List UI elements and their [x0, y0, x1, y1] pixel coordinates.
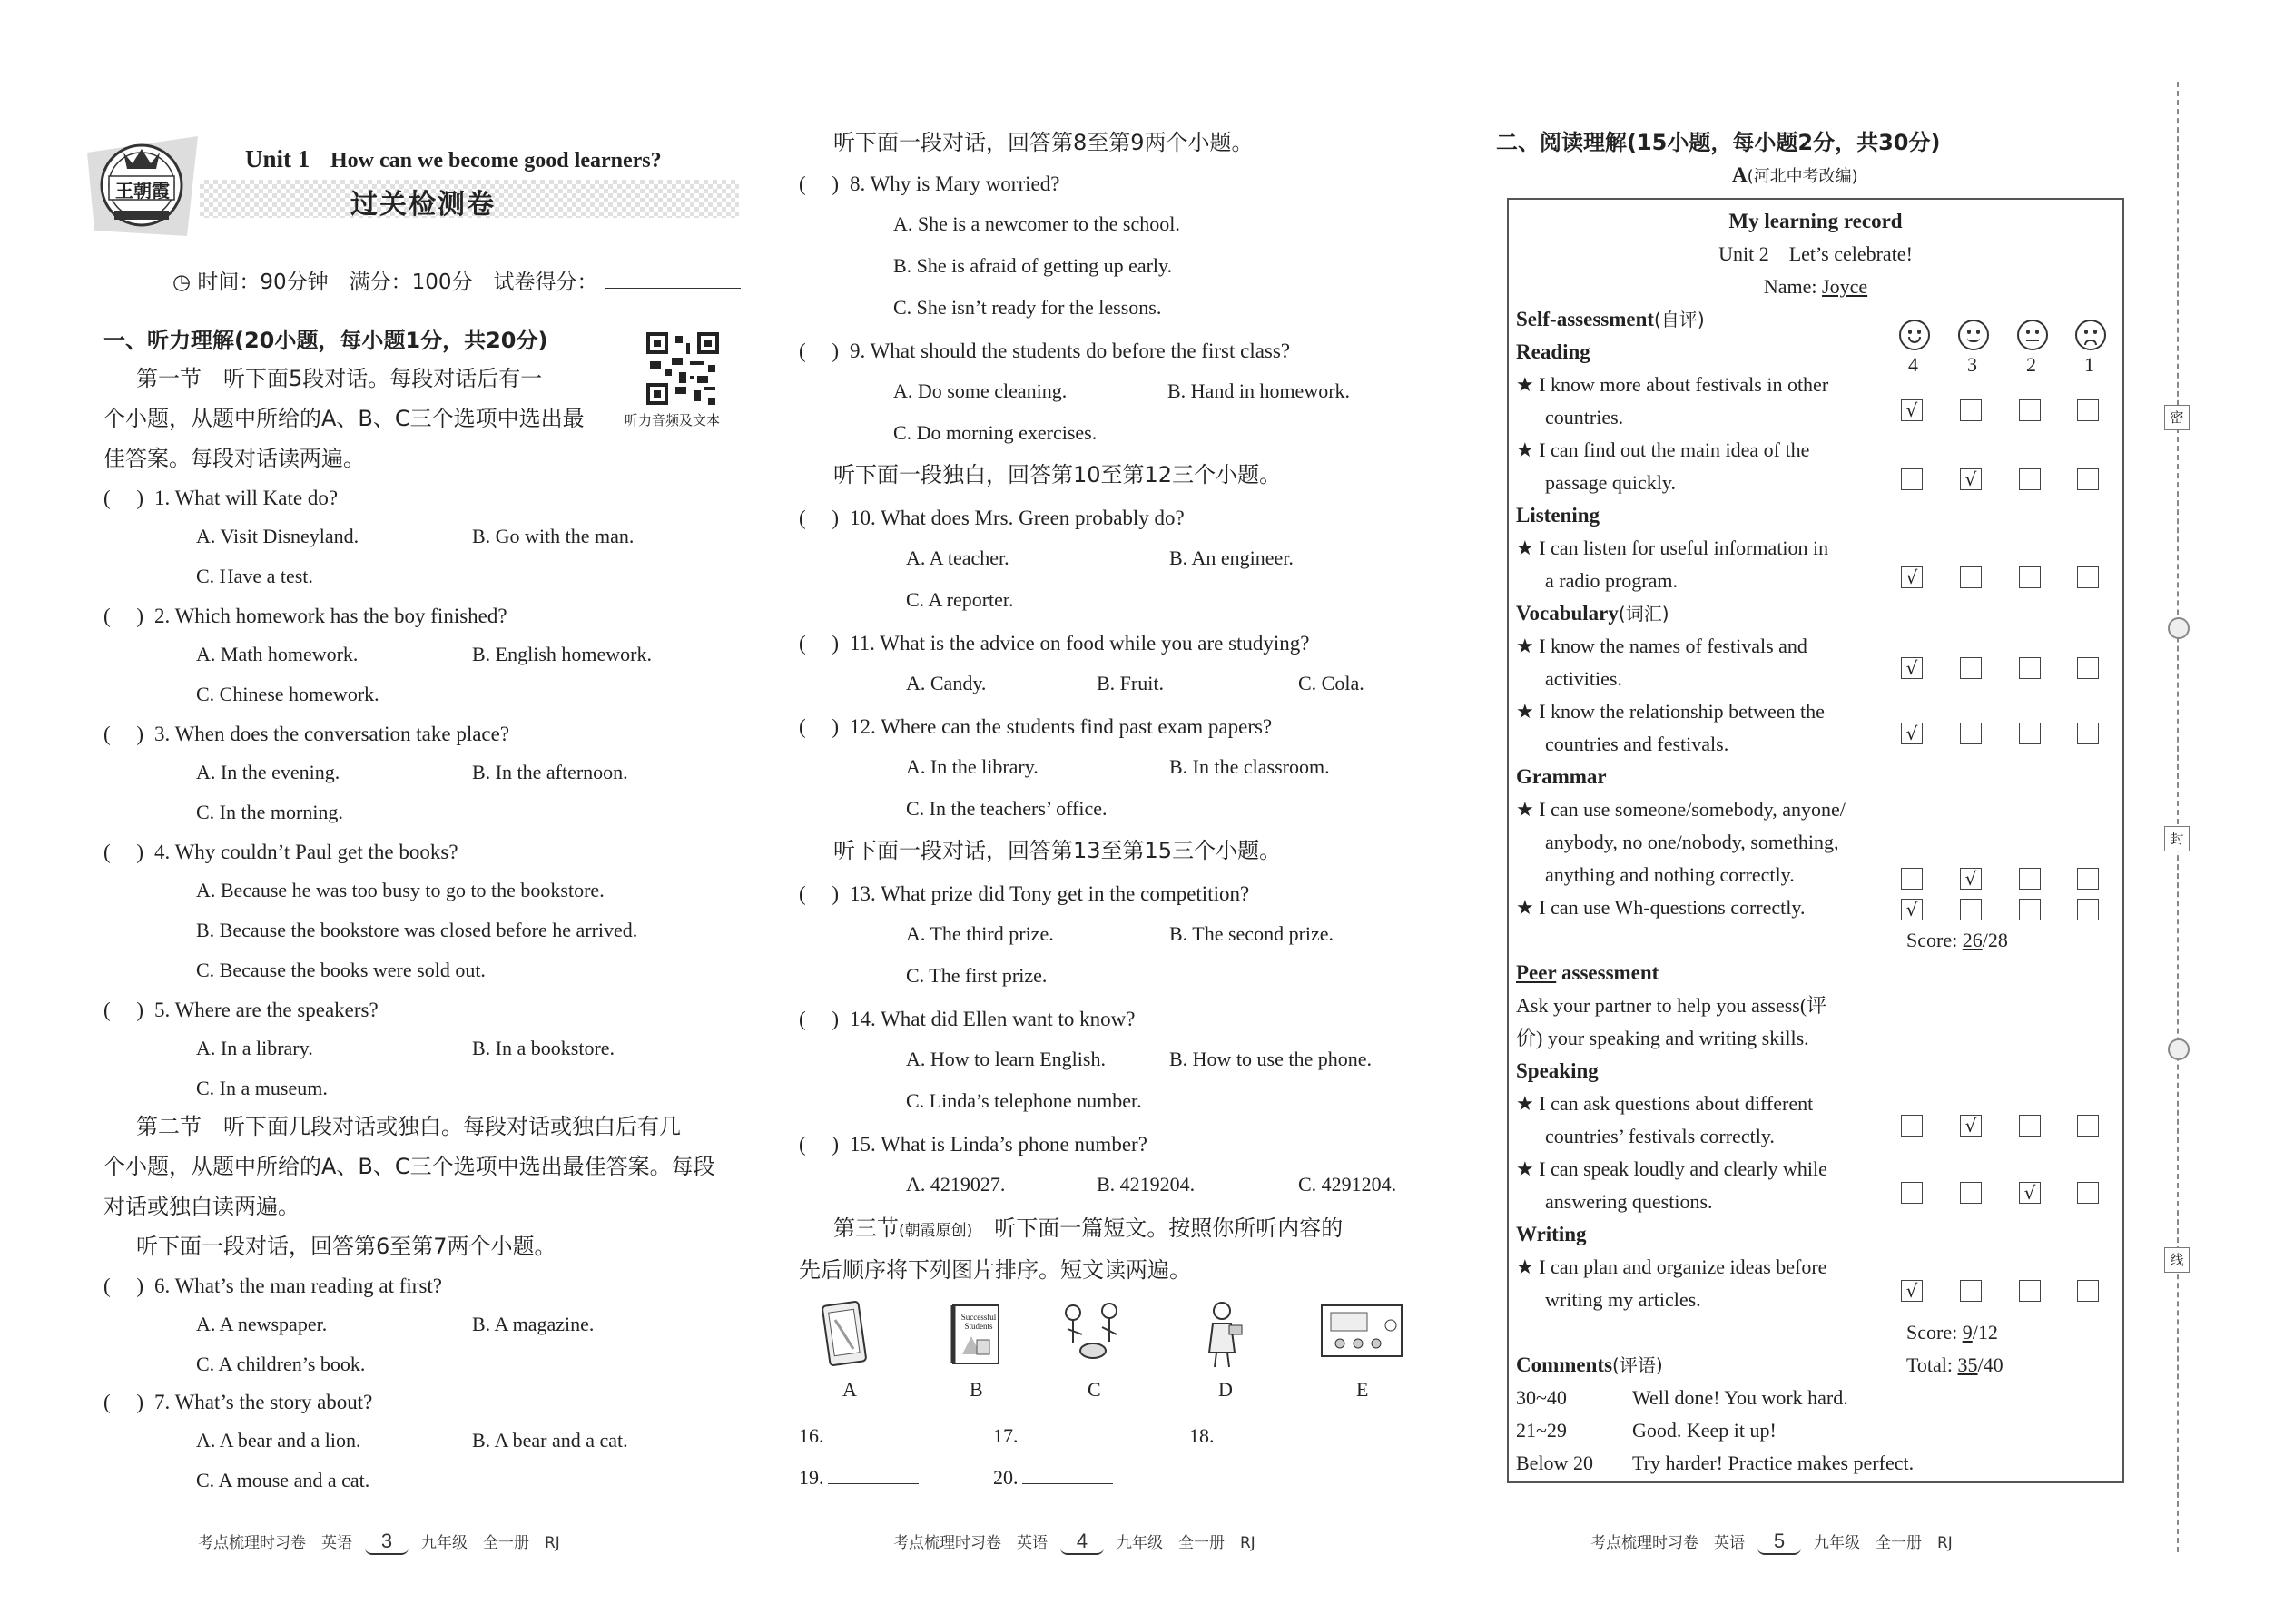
option: B. The second prize.: [1169, 922, 1334, 945]
question-14: [799, 1006, 1136, 1033]
peer-assessment-label: [1516, 960, 1659, 986]
score-value: 9: [1962, 1321, 1973, 1343]
question-5: [103, 997, 379, 1024]
option: B. How to use the phone.: [1169, 1048, 1373, 1070]
brand-logo: [87, 136, 198, 236]
reading-category: Reading: [1516, 340, 1590, 363]
record-name: [1509, 274, 2122, 300]
rating-checkbox[interactable]: √: [1901, 723, 1923, 744]
score-total: [1906, 1353, 2004, 1378]
comments-title: Comments: [1516, 1353, 1613, 1376]
score-total: /12: [1972, 1321, 1998, 1343]
option: A. In the evening.: [196, 761, 340, 783]
criterion-text: writing my articles.: [1545, 1288, 1701, 1311]
rating-checkbox[interactable]: √: [1901, 399, 1923, 421]
criterion-text: ★ I know the names of festivals and: [1516, 635, 1807, 657]
rating-checkbox[interactable]: [2019, 868, 2041, 890]
answer-16[interactable]: [799, 1422, 919, 1448]
unit-question: How can we become good learners?: [330, 149, 662, 172]
section3-intro: [833, 1215, 1343, 1245]
question-text: 8. Why is Mary worried?: [850, 172, 1060, 195]
rating-checkbox[interactable]: [2077, 468, 2099, 490]
rating-checkbox[interactable]: [1901, 868, 1923, 890]
comment-text: Well done! You work hard.: [1632, 1386, 1848, 1409]
criterion-text: passage quickly.: [1545, 471, 1676, 494]
rating-checkbox[interactable]: √: [1960, 868, 1982, 890]
section2-intro: 个小题，从题中所给的A、B、C三个选项中选出最佳答案。每段: [103, 1154, 715, 1179]
question-text: 11. What is the advice on food while you are studying?: [850, 632, 1310, 655]
option: B. Go with the man.: [472, 525, 635, 547]
rating-checkbox[interactable]: [1960, 566, 1982, 588]
comment-range: Below 20: [1516, 1452, 1593, 1474]
score-label: Score:: [1906, 1321, 1963, 1343]
peer-rest: assessment: [1556, 961, 1659, 984]
rating-checkbox[interactable]: [2077, 1280, 2099, 1302]
question-2: [103, 603, 507, 630]
section1-intro: 个小题，从题中所给的A、B、C三个选项中选出最: [103, 406, 585, 431]
rating-checkbox[interactable]: √: [1960, 1115, 1982, 1137]
score-level: 1: [2084, 353, 2094, 376]
option: C. In a museum.: [196, 1077, 328, 1099]
criterion-text: anything and nothing correctly.: [1545, 863, 1795, 886]
answer-paren[interactable]: ( ): [103, 999, 144, 1021]
blank-number: 18.: [1189, 1424, 1215, 1447]
footer-right: 九年级 全一册 RJ: [1814, 1534, 1953, 1552]
question-text: 13. What prize did Tony get in the competition?: [850, 882, 1250, 905]
monologue-instruction: 听下面一段独白，回答第10至第12三个小题。: [833, 462, 1282, 487]
seal-mark: 线: [2164, 1247, 2190, 1273]
footer-right: 九年级 全一册 RJ: [421, 1534, 560, 1552]
answer-paren[interactable]: ( ): [799, 507, 840, 529]
option: B. Hand in homework.: [1167, 379, 1351, 402]
total-value: 35: [1957, 1353, 1978, 1376]
footer-left: 考点梳理时习卷 英语: [198, 1534, 352, 1552]
grammar-category: Grammar: [1516, 765, 1607, 788]
question-9: [799, 338, 1290, 365]
original-tag: (朝霞原创): [899, 1222, 973, 1240]
score-blank[interactable]: [605, 270, 741, 289]
page-number: 4: [1060, 1530, 1104, 1555]
page-number: 3: [365, 1530, 409, 1555]
answer-paren[interactable]: ( ): [799, 715, 840, 738]
rating-checkbox[interactable]: √: [1901, 899, 1923, 920]
total-label: Total:: [1906, 1353, 1958, 1376]
question-text: 2. Which homework has the boy finished?: [154, 605, 507, 627]
rating-checkbox[interactable]: [1960, 399, 1982, 421]
option: B. She is afraid of getting up early.: [893, 254, 1173, 277]
picture-d-girl-reading: [1189, 1298, 1258, 1371]
self-assessment-label: [1516, 307, 1705, 332]
rating-checkbox[interactable]: [1960, 1182, 1982, 1204]
option: A. Do some cleaning.: [893, 379, 1068, 402]
option: A. A teacher.: [906, 546, 1009, 569]
answer-19[interactable]: [799, 1463, 919, 1490]
rating-checkbox[interactable]: [2019, 468, 2041, 490]
answer-paren[interactable]: ( ): [799, 340, 840, 362]
option: B. In a bookstore.: [472, 1037, 615, 1059]
option: B. A magazine.: [472, 1313, 595, 1335]
self-assessment-title: Self-assessment: [1516, 308, 1655, 330]
picture-label: B: [970, 1378, 983, 1401]
rating-checkbox[interactable]: [1901, 1182, 1923, 1204]
question-text: 3. When does the conversation take place?: [154, 723, 510, 745]
question-15: [799, 1131, 1147, 1158]
question-1: [103, 485, 338, 512]
score-level: 2: [2026, 353, 2036, 376]
criterion-text: countries.: [1545, 406, 1624, 428]
option: C. Chinese homework.: [196, 683, 379, 705]
rating-checkbox[interactable]: [2077, 868, 2099, 890]
question-text: 15. What is Linda’s phone number?: [850, 1133, 1147, 1156]
option: C. A children’s book.: [196, 1353, 366, 1375]
peer-instruction: 价) your speaking and writing skills.: [1516, 1027, 1809, 1049]
qr-code-icon[interactable]: [646, 332, 719, 405]
answer-paren[interactable]: ( ): [799, 1008, 840, 1030]
section3-intro: 先后顺序将下列图片排序。短文读两遍。: [799, 1257, 1191, 1283]
criterion-text: ★ I can use Wh-questions correctly.: [1516, 896, 1806, 919]
rating-checkbox[interactable]: [1960, 1280, 1982, 1302]
footer-left: 考点梳理时习卷 英语: [893, 1534, 1048, 1552]
section2-intro: 第二节 听下面几段对话或独白。每段对话或独白后有几: [136, 1114, 681, 1139]
option: B. Fruit.: [1097, 672, 1164, 694]
question-11: [799, 630, 1310, 657]
answer-18[interactable]: [1189, 1422, 1309, 1448]
blank-number: 19.: [799, 1466, 824, 1489]
rating-checkbox[interactable]: [2019, 723, 2041, 744]
section1-intro: 第一节 听下面5段对话。每段对话后有一: [136, 366, 543, 391]
option: B. Because the bookstore was closed before he arrived.: [196, 919, 638, 941]
answer-17[interactable]: [993, 1422, 1113, 1448]
option: C. Do morning exercises.: [893, 421, 1098, 444]
rating-checkbox[interactable]: [1960, 899, 1982, 920]
rating-checkbox[interactable]: √: [1901, 566, 1923, 588]
exam-meta-text: 时间：90分钟 满分：100分 试卷得分：: [197, 271, 598, 294]
rating-checkbox[interactable]: [2077, 566, 2099, 588]
question-8: [799, 171, 1059, 198]
blank-number: 20.: [993, 1466, 1019, 1489]
option: C. Because the books were sold out.: [196, 959, 486, 981]
option: A. How to learn English.: [906, 1048, 1106, 1070]
criterion-text: countries and festivals.: [1545, 733, 1729, 755]
comment-range: 30~40: [1516, 1386, 1567, 1409]
rating-checkbox[interactable]: [2019, 1115, 2041, 1137]
option: C. A reporter.: [906, 588, 1014, 611]
score-value: 26: [1962, 929, 1983, 951]
dialogue-instruction: 听下面一段对话，回答第8至第9两个小题。: [833, 130, 1254, 155]
comments-cn: (评语): [1612, 1354, 1663, 1376]
option: C. Have a test.: [196, 565, 313, 587]
question-text: 4. Why couldn’t Paul get the books?: [154, 841, 458, 863]
binding-line: [2177, 82, 2179, 1552]
rating-checkbox[interactable]: [2077, 657, 2099, 679]
listening-heading: 一、听力理解(20小题，每小题1分，共20分): [103, 328, 548, 353]
score-peer: [1906, 1320, 1998, 1345]
name-label: Name:: [1763, 275, 1823, 298]
very-happy-face-icon: [1899, 320, 1930, 350]
binding-hole-icon: [2168, 1038, 2190, 1060]
criterion-text: countries’ festivals correctly.: [1545, 1125, 1775, 1147]
comment-text: Good. Keep it up!: [1632, 1419, 1777, 1442]
answer-paren[interactable]: ( ): [799, 882, 840, 905]
rating-checkbox[interactable]: √: [2019, 1182, 2041, 1204]
record-title: My learning record: [1728, 210, 1903, 232]
question-text: 12. Where can the students find past exam papers?: [850, 715, 1273, 738]
option: A. In the library.: [906, 755, 1039, 778]
criterion-text: anybody, no one/nobody, something,: [1545, 831, 1839, 853]
blank-number: 16.: [799, 1424, 824, 1447]
option: B. An engineer.: [1169, 546, 1294, 569]
reading-heading: 二、阅读理解(15小题，每小题2分，共30分): [1496, 130, 1941, 155]
name-value: Joyce: [1822, 275, 1868, 298]
listening-category: Listening: [1516, 504, 1600, 527]
option: B. English homework.: [472, 643, 652, 665]
option: A. Because he was too busy to go to the bookstore.: [196, 879, 605, 901]
rating-checkbox[interactable]: [2077, 723, 2099, 744]
rating-checkbox[interactable]: [2019, 1280, 2041, 1302]
option: A. Math homework.: [196, 643, 359, 665]
sad-face-icon: [2075, 320, 2106, 350]
test-subtitle: 过关检测卷: [350, 189, 496, 221]
picture-e-classroom: [1318, 1298, 1405, 1371]
option: A. A newspaper.: [196, 1313, 328, 1335]
criterion-text: ★ I know more about festivals in other: [1516, 373, 1829, 396]
question-7: [103, 1389, 372, 1416]
score-label: Score:: [1906, 929, 1963, 951]
question-text: 6. What’s the man reading at first?: [154, 1275, 443, 1297]
rating-checkbox[interactable]: √: [1960, 468, 1982, 490]
option: C. Cola.: [1298, 672, 1364, 694]
clock-icon: ◷: [172, 271, 192, 294]
rating-checkbox[interactable]: [2077, 899, 2099, 920]
vocabulary-category: [1516, 601, 1669, 626]
learning-record-box: [1507, 198, 2124, 1483]
answer-paren[interactable]: ( ): [799, 172, 840, 195]
option: A. Candy.: [906, 672, 987, 694]
question-6: [103, 1273, 442, 1300]
picture-a-tablet: [813, 1298, 882, 1371]
section1-intro: 佳答案。每段对话读两遍。: [103, 446, 365, 471]
speaking-category: Speaking: [1516, 1059, 1599, 1082]
happy-face-icon: [1958, 320, 1989, 350]
rating-checkbox[interactable]: √: [1901, 657, 1923, 679]
criterion-text: answering questions.: [1545, 1190, 1713, 1213]
criterion-text: ★ I can ask questions about different: [1516, 1092, 1814, 1115]
criterion-text: ★ I can find out the main idea of the: [1516, 438, 1810, 461]
criterion-text: ★ I know the relationship between the: [1516, 700, 1825, 723]
seal-mark: 封: [2164, 826, 2190, 851]
rating-checkbox[interactable]: [2019, 899, 2041, 920]
option: A. In a library.: [196, 1037, 313, 1059]
vocabulary-title: Vocabulary: [1516, 602, 1619, 625]
unit-number: Unit 1: [245, 145, 310, 172]
picture-label: D: [1218, 1378, 1233, 1401]
question-text: 5. Where are the speakers?: [154, 999, 379, 1021]
picture-label: C: [1088, 1378, 1101, 1401]
seal-mark: 密: [2164, 405, 2190, 430]
criterion-text: ★ I can speak loudly and clearly while: [1516, 1157, 1827, 1180]
answer-paren[interactable]: ( ): [103, 605, 144, 627]
option: C. A mouse and a cat.: [196, 1469, 370, 1491]
section3-text: 听下面一篇短文。按照你所听内容的: [972, 1216, 1344, 1241]
question-13: [799, 881, 1249, 908]
picture-c-band: [1058, 1298, 1127, 1371]
option: C. In the morning.: [196, 801, 343, 823]
question-12: [799, 714, 1272, 741]
qr-caption: 听力音频及文本: [625, 412, 721, 428]
question-text: 14. What did Ellen want to know?: [850, 1008, 1136, 1030]
question-text: 1. What will Kate do?: [154, 487, 339, 509]
criterion-text: ★ I can use someone/somebody, anyone/: [1516, 798, 1846, 821]
footer-page-4: [893, 1530, 1255, 1555]
option: B. In the classroom.: [1169, 755, 1330, 778]
page-number: 5: [1757, 1530, 1801, 1555]
option: B. 4219204.: [1097, 1173, 1196, 1196]
criterion-text: ★ I can listen for useful information in: [1516, 536, 1829, 559]
option: A. 4219027.: [906, 1173, 1006, 1196]
criterion-text: a radio program.: [1545, 569, 1678, 592]
question-4: [103, 839, 458, 866]
blank-number: 17.: [993, 1424, 1019, 1447]
option: C. She isn’t ready for the lessons.: [893, 296, 1162, 319]
total-max: /40: [1977, 1353, 2004, 1376]
exam-meta: [172, 265, 741, 295]
logo-text: 王朝霞: [115, 180, 170, 202]
score-level: 3: [1967, 353, 1977, 376]
answer-blank[interactable]: [828, 1422, 919, 1442]
score-self: [1906, 928, 2008, 953]
answer-paren[interactable]: ( ): [799, 1133, 840, 1156]
rating-checkbox[interactable]: [2077, 1115, 2099, 1137]
score-level: 4: [1908, 353, 1918, 376]
option: C. In the teachers’ office.: [906, 797, 1108, 820]
option: B. A bear and a cat.: [472, 1429, 628, 1452]
section2-intro: 对话或独白读两遍。: [103, 1194, 300, 1219]
comment-range: 21~29: [1516, 1419, 1567, 1442]
dialogue-instruction: 听下面一段对话，回答第6至第7两个小题。: [136, 1234, 556, 1259]
answer-paren[interactable]: ( ): [103, 1391, 144, 1413]
rating-checkbox[interactable]: [1960, 723, 1982, 744]
picture-b-book: [940, 1298, 1009, 1371]
self-assessment-cn: (自评): [1654, 309, 1705, 330]
question-text: 7. What’s the story about?: [154, 1391, 373, 1413]
rating-checkbox[interactable]: [2019, 657, 2041, 679]
answer-blank[interactable]: [1218, 1422, 1309, 1442]
vocabulary-cn: (词汇): [1618, 603, 1669, 625]
neutral-face-icon: [2017, 320, 2048, 350]
criterion-text: ★ I can plan and organize ideas before: [1516, 1255, 1827, 1278]
binding-hole-icon: [2168, 617, 2190, 639]
passage-letter: A: [1732, 163, 1748, 186]
footer-page-3: [198, 1530, 560, 1555]
rating-checkbox[interactable]: [2019, 566, 2041, 588]
picture-label: A: [842, 1378, 857, 1401]
option: A. She is a newcomer to the school.: [893, 212, 1180, 235]
rating-checkbox[interactable]: [2077, 399, 2099, 421]
picture-label: E: [1356, 1378, 1369, 1401]
answer-blank[interactable]: [1022, 1463, 1113, 1484]
answer-paren[interactable]: ( ): [103, 723, 144, 745]
comments-label: [1516, 1353, 1663, 1378]
rating-checkbox[interactable]: [1960, 657, 1982, 679]
passage-source: (河北中考改编): [1747, 167, 1858, 186]
answer-paren[interactable]: ( ): [799, 632, 840, 655]
unit-title: [245, 145, 662, 173]
answer-blank[interactable]: [1022, 1422, 1113, 1442]
section3-label: 第三节: [833, 1216, 899, 1241]
option: A. A bear and a lion.: [196, 1429, 361, 1452]
question-3: [103, 721, 509, 748]
answer-paren[interactable]: ( ): [103, 841, 144, 863]
question-10: [799, 505, 1185, 532]
peer-word: Peer: [1516, 961, 1557, 984]
question-text: 10. What does Mrs. Green probably do?: [850, 507, 1185, 529]
answer-paren[interactable]: ( ): [103, 487, 144, 509]
book-cover-text: Successful Students: [960, 1313, 997, 1331]
rating-checkbox[interactable]: √: [1901, 1280, 1923, 1302]
option: A. Visit Disneyland.: [196, 525, 359, 547]
option: C. 4291204.: [1298, 1173, 1397, 1196]
answer-20[interactable]: [993, 1463, 1113, 1490]
footer-right: 九年级 全一册 RJ: [1117, 1534, 1255, 1552]
passage-a-label: [1732, 162, 1858, 191]
record-unit: Unit 2 Let’s celebrate!: [1718, 242, 1913, 265]
answer-paren[interactable]: ( ): [103, 1275, 144, 1297]
comment-text: Try harder! Practice makes perfect.: [1632, 1452, 1915, 1474]
peer-instruction: Ask your partner to help you assess(评: [1516, 994, 1827, 1017]
rating-checkbox[interactable]: [2019, 399, 2041, 421]
score-total: /28: [1982, 929, 2008, 951]
answer-blank[interactable]: [828, 1463, 919, 1484]
rating-checkbox[interactable]: [1901, 468, 1923, 490]
option: C. Linda’s telephone number.: [906, 1089, 1142, 1112]
option: C. The first prize.: [906, 964, 1048, 987]
writing-category: Writing: [1516, 1223, 1587, 1245]
rating-checkbox[interactable]: [2077, 1182, 2099, 1204]
footer-left: 考点梳理时习卷 英语: [1590, 1534, 1745, 1552]
option: A. The third prize.: [906, 922, 1054, 945]
dialogue-instruction: 听下面一段对话，回答第13至第15三个小题。: [833, 838, 1282, 863]
question-text: 9. What should the students do before the first class?: [850, 340, 1291, 362]
footer-page-5: [1590, 1530, 1953, 1555]
option: B. In the afternoon.: [472, 761, 628, 783]
criterion-text: activities.: [1545, 667, 1622, 690]
rating-checkbox[interactable]: [1901, 1115, 1923, 1137]
